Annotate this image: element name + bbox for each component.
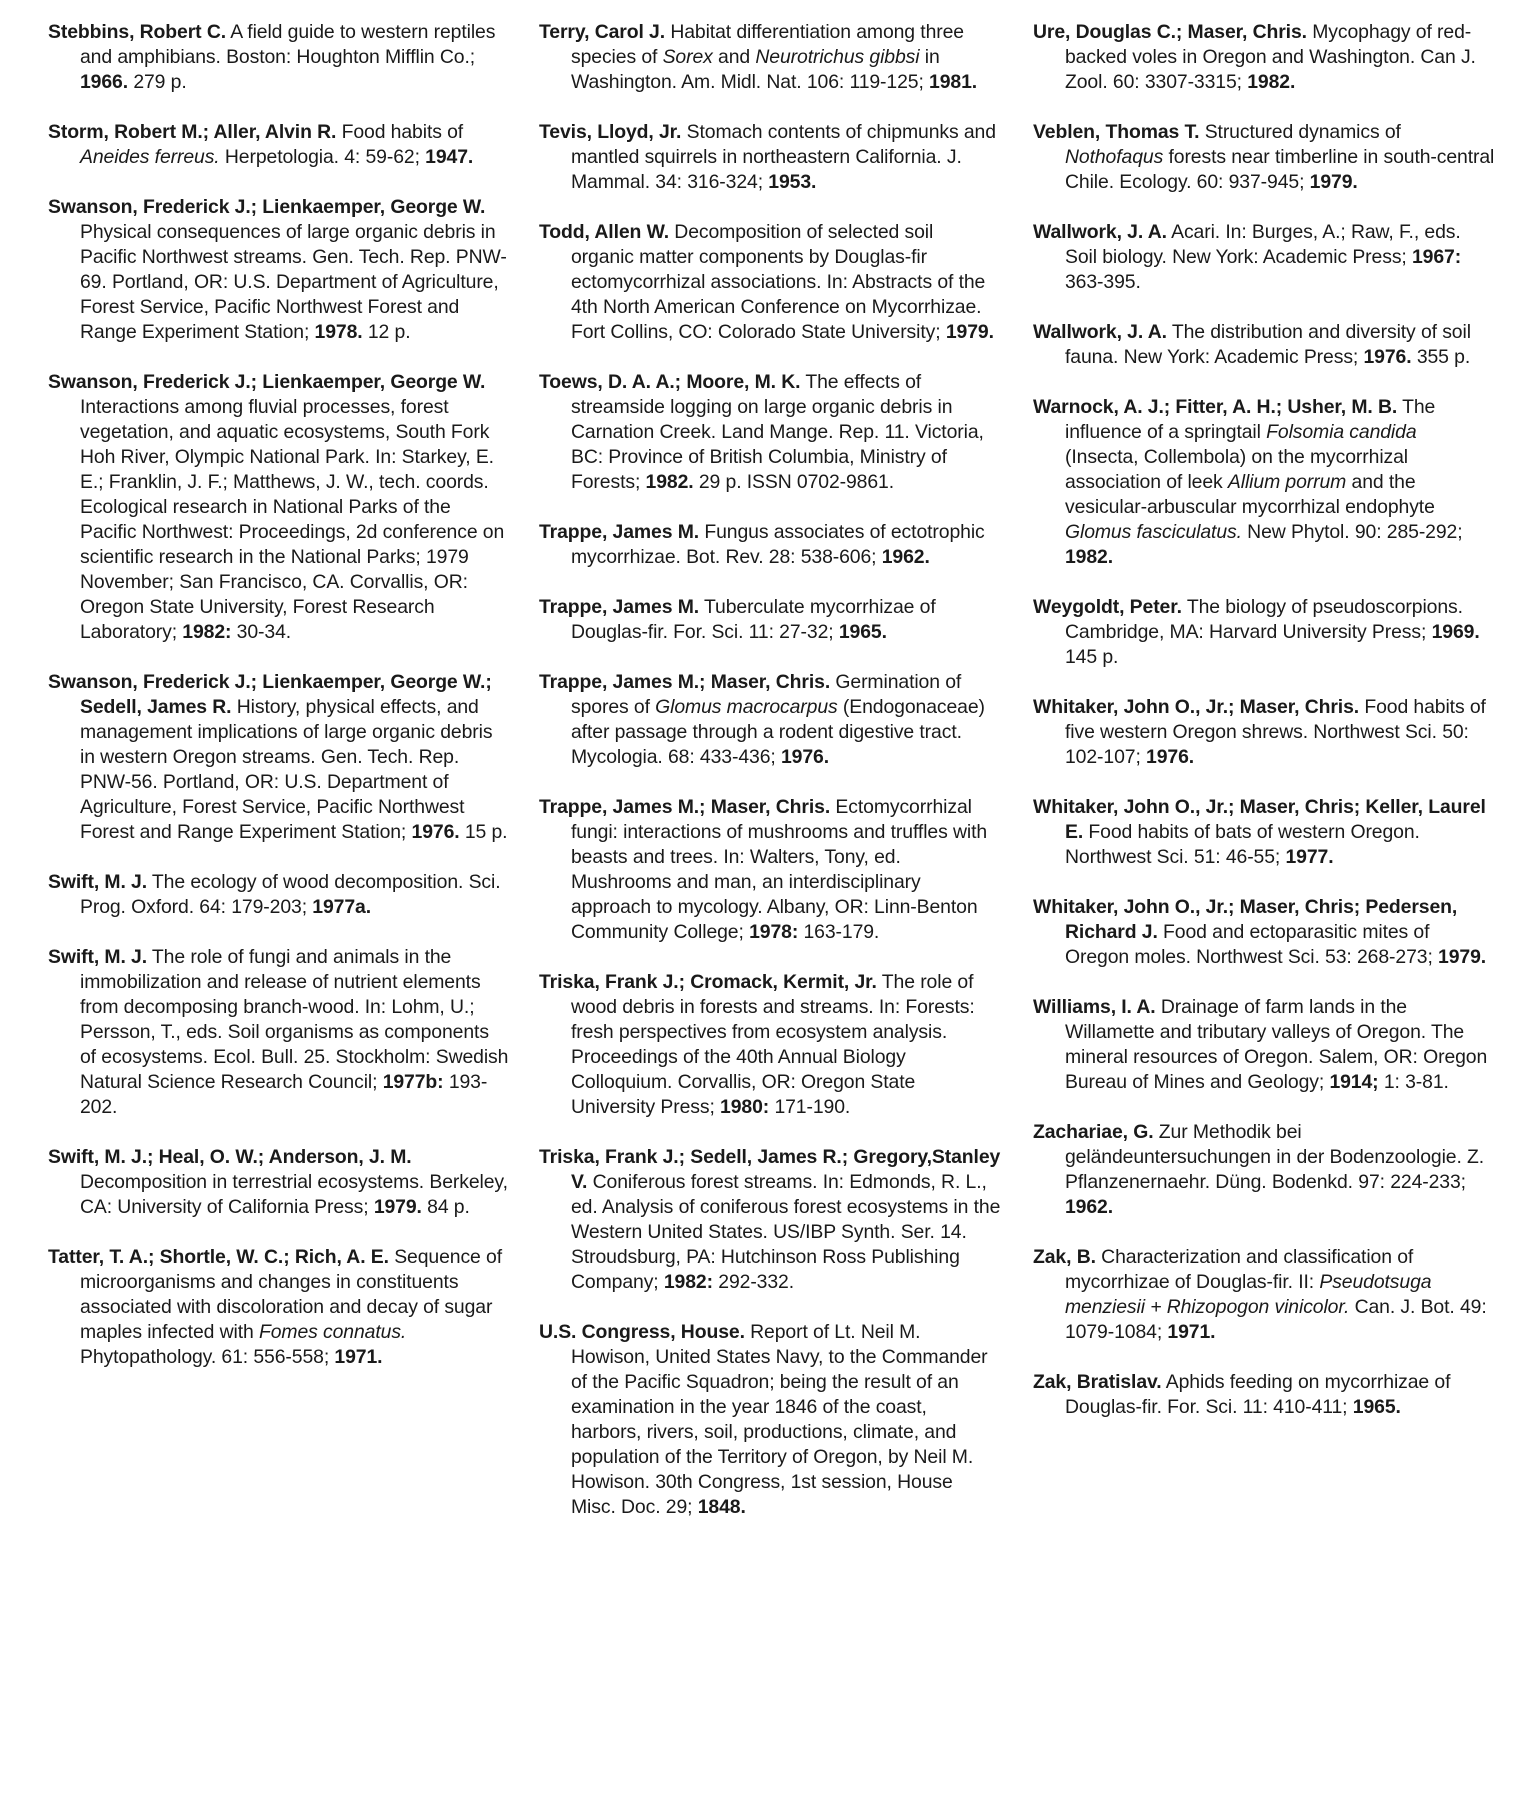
- reference-text: Mycophagy of red-backed voles in Oregon and Washington. Can J. Zool. 60: 3307-3315;: [1065, 21, 1476, 93]
- reference-authors: Triska, Frank J.; Cromack, Kermit, Jr.: [539, 971, 877, 993]
- reference-authors: Swift, M. J.: [48, 871, 147, 893]
- reference-authors: Williams, I. A.: [1033, 996, 1156, 1018]
- reference-text: Habitat differentiation among three species of: [571, 21, 964, 68]
- reference-italic-text: Neurotrichus gibbsi: [755, 46, 920, 68]
- reference-italic-text: Fomes connatus.: [258, 1321, 407, 1343]
- reference-entry: [1033, 20, 1495, 95]
- reference-entry: [48, 370, 510, 645]
- reference-authors: Weygoldt, Peter.: [1033, 596, 1182, 618]
- reference-text: 279 p.: [128, 71, 187, 93]
- reference-text: Coniferous forest streams. In: Edmonds, R. L., ed. Analysis of coniferous forest ecosystems in the Western United States. US/IBP Synth. Ser. 14. Stroudsburg, PA: Hutchinson Ross Publishing Company;: [571, 1171, 1001, 1293]
- reference-text: 12 p.: [362, 321, 411, 343]
- reference-entry: [48, 1245, 510, 1370]
- reference-year: 1965.: [1352, 1396, 1401, 1418]
- reference-authors: Wallwork, J. A.: [1033, 321, 1167, 343]
- reference-entry: [539, 1145, 1001, 1295]
- reference-column-middle: [539, 20, 1001, 1545]
- reference-entry: [1033, 220, 1495, 295]
- reference-year: 1982.: [1065, 546, 1114, 568]
- reference-entry: [1033, 595, 1495, 670]
- reference-authors: Whitaker, John O., Jr.; Maser, Chris.: [1033, 696, 1360, 718]
- reference-authors: Whitaker, John O., Jr.; Maser, Chris; Pedersen, Richard J.: [1033, 896, 1458, 943]
- reference-text: The role of fungi and animals in the immobilization and release of nutrient elements from decomposing branch-wood. In: Lohm, U.; Persson, T., eds. Soil organisms as components of ecosystems. Ecol. Bull. 25. Stockholm: Swedish Natural Science Research Council;: [80, 946, 509, 1093]
- reference-entry: [1033, 695, 1495, 770]
- reference-text: Structured dynamics of: [1199, 121, 1401, 143]
- reference-year: 1977b:: [382, 1071, 444, 1093]
- reference-entry: [1033, 395, 1495, 570]
- reference-year: 1971.: [1167, 1321, 1216, 1343]
- reference-entry: [1033, 995, 1495, 1095]
- reference-entry: [48, 120, 510, 170]
- reference-text: Zur Methodik bei geländeuntersuchungen in der Bodenzoologie. Z. Pflanzenernaehr. Düng. Bodenkd. 97: 224-233;: [1065, 1121, 1485, 1193]
- reference-text: and the vesicular-arbuscular mycorrhizal endophyte: [1065, 471, 1435, 518]
- reference-italic-text: Glomus macrocarpus: [655, 696, 838, 718]
- reference-authors: Trappe, James M.: [539, 596, 700, 618]
- reference-entry: [539, 370, 1001, 495]
- reference-authors: Stebbins, Robert C.: [48, 21, 227, 43]
- reference-text: History, physical effects, and management implications of large organic debris in western Oregon streams. Gen. Tech. Rep. PNW-56. Portland, OR: U.S. Department of Agriculture, Forest Service, Pacific Northwest Forest and Range Experiment Station;: [80, 696, 493, 843]
- reference-text: 171-190.: [769, 1096, 851, 1118]
- reference-text: 292-332.: [712, 1271, 795, 1293]
- reference-text: and: [712, 46, 756, 68]
- reference-text: Interactions among fluvial processes, forest vegetation, and aquatic ecosystems, South Fork Hoh River, Olympic National Park. In: Starkey, E. E.; Franklin, J. F.; Matthews, J. W., tech. coords. Ecological research in National Parks of the Pacific Northwest: Proceedings, 2d conference on scientific research in the National Parks; 1979 November; San Francisco, CA. Corvallis, OR: Oregon State University, Forest Research Laboratory;: [80, 396, 505, 643]
- reference-text: Tuberculate mycorrhizae of Douglas-fir. For. Sci. 11: 27-32;: [571, 596, 936, 643]
- reference-year: 1962.: [881, 546, 930, 568]
- reference-text: 163-179.: [798, 921, 880, 943]
- reference-entry: [48, 195, 510, 345]
- reference-italic-text: Aneides ferreus.: [80, 146, 220, 168]
- reference-entry: [1033, 320, 1495, 370]
- reference-italic-text: Folsomia candida: [1266, 421, 1417, 443]
- reference-text: Report of Lt. Neil M. Howison, United States Navy, to the Commander of the Pacific Squadron; being the result of an examination in the year 1846 of the coast, harbors, rivers, soil, productions, climate, and population of the Territory of Oregon, by Neil M. Howison. 30th Congress, 1st session, House Misc. Doc. 29;: [571, 1321, 988, 1518]
- reference-entry: [48, 20, 510, 95]
- reference-text: 193-202.: [80, 1071, 488, 1118]
- reference-authors: Triska, Frank J.; Sedell, James R.; Gregory,Stanley V.: [539, 1146, 1001, 1193]
- reference-text: Phytopathology. 61: 556-558;: [80, 1346, 335, 1368]
- reference-column-left: [48, 20, 510, 1395]
- reference-text: Ectomycorrhizal fungi: interactions of mushrooms and truffles with beasts and trees. In: Walters, Tony, ed. Mushrooms and man, an interdisciplinary approach to mycology. Albany, OR: Linn-Benton Community College;: [571, 796, 988, 943]
- reference-authors: Trappe, James M.; Maser, Chris.: [539, 671, 831, 693]
- reference-text: 145 p.: [1065, 646, 1119, 668]
- reference-text: Stomach contents of chipmunks and mantled squirrels in northeastern California. J. Mammal. 34: 316-324;: [571, 121, 996, 193]
- reference-authors: Trappe, James M.: [539, 521, 700, 543]
- reference-year: 1977a.: [312, 896, 371, 918]
- reference-authors: Storm, Robert M.; Aller, Alvin R.: [48, 121, 337, 143]
- reference-authors: Ure, Douglas C.; Maser, Chris.: [1033, 21, 1307, 43]
- reference-text: A field guide to western reptiles and amphibians. Boston: Houghton Mifflin Co.;: [80, 21, 496, 68]
- reference-text: The biology of pseudoscorpions. Cambridge, MA: Harvard University Press;: [1065, 596, 1463, 643]
- reference-year: 1976.: [1146, 746, 1195, 768]
- reference-year: 1969.: [1431, 621, 1480, 643]
- reference-text: Aphids feeding on mycorrhizae of Douglas-fir. For. Sci. 11: 410-411;: [1065, 1371, 1451, 1418]
- reference-year: 1978.: [314, 321, 363, 343]
- reference-year: 1947.: [425, 146, 474, 168]
- reference-authors: Warnock, A. J.; Fitter, A. H.; Usher, M. B.: [1033, 396, 1398, 418]
- reference-text: 363-395.: [1065, 271, 1141, 293]
- reference-text: 15 p.: [459, 821, 508, 843]
- reference-text: Decomposition of selected soil organic matter components by Douglas-fir ectomycorrhizal associations. In: Abstracts of the 4th North American Conference on Mycorrhizae. Fort Collins, CO: Colorado State University;: [571, 221, 986, 343]
- reference-text: The effects of streamside logging on large organic debris in Carnation Creek. Land Mange. Rep. 11. Victoria, BC: Province of British Columbia, Ministry of Forests;: [571, 371, 984, 493]
- reference-year: 1979.: [1309, 171, 1358, 193]
- reference-year: 1965.: [838, 621, 887, 643]
- reference-entry: [539, 795, 1001, 945]
- reference-text: The distribution and diversity of soil fauna. New York: Academic Press;: [1065, 321, 1471, 368]
- reference-authors: Swift, M. J.: [48, 946, 147, 968]
- reference-year: 1979.: [373, 1196, 422, 1218]
- reference-entry: [539, 20, 1001, 95]
- reference-italic-text: Pseudotsuga menziesii + Rhizopogon vinicolor.: [1065, 1271, 1432, 1318]
- reference-entry: [539, 120, 1001, 195]
- reference-authors: Swanson, Frederick J.; Lienkaemper, George W.: [48, 196, 486, 218]
- reference-authors: Toews, D. A. A.; Moore, M. K.: [539, 371, 801, 393]
- reference-entry: [539, 670, 1001, 770]
- reference-text: Food and ectoparasitic mites of Oregon moles. Northwest Sci. 53: 268-273;: [1065, 921, 1439, 968]
- reference-entry: [1033, 795, 1495, 870]
- reference-text: Decomposition in terrestrial ecosystems. Berkeley, CA: University of California Press;: [80, 1171, 508, 1218]
- reference-authors: Swift, M. J.; Heal, O. W.; Anderson, J. M.: [48, 1146, 412, 1168]
- reference-year: 1976.: [780, 746, 829, 768]
- reference-year: 1982:: [663, 1271, 713, 1293]
- reference-authors: Swanson, Frederick J.; Lienkaemper, George W.: [48, 371, 486, 393]
- reference-text: Food habits of bats of western Oregon. Northwest Sci. 51: 46-55;: [1065, 821, 1420, 868]
- reference-year: 1978:: [749, 921, 799, 943]
- reference-text: New Phytol. 90: 285-292;: [1241, 521, 1463, 543]
- reference-entry: [539, 520, 1001, 570]
- reference-text: Herpetologia. 4: 59-62;: [219, 146, 426, 168]
- reference-italic-text: Allium porrum: [1227, 471, 1347, 493]
- reference-year: 1977.: [1285, 846, 1334, 868]
- reference-year: 1953.: [768, 171, 817, 193]
- reference-year: 1962.: [1065, 1196, 1114, 1218]
- reference-entry: [539, 595, 1001, 645]
- reference-authors: Zachariae, G.: [1033, 1121, 1154, 1143]
- reference-year: 1976.: [411, 821, 460, 843]
- reference-text: (Endogonaceae) after passage through a rodent digestive tract. Mycologia. 68: 433-436;: [571, 696, 985, 768]
- reference-year: 1976.: [1363, 346, 1412, 368]
- reference-text: Acari. In: Burges, A.; Raw, F., eds. Soil biology. New York: Academic Press;: [1065, 221, 1461, 268]
- reference-authors: Zak, Bratislav.: [1033, 1371, 1162, 1393]
- reference-year: 1981.: [929, 71, 978, 93]
- reference-text: The influence of a springtail: [1065, 396, 1436, 443]
- reference-text: Fungus associates of ectotrophic mycorrhizae. Bot. Rev. 28: 538-606;: [571, 521, 985, 568]
- reference-year: 1979.: [945, 321, 994, 343]
- reference-year: 1982:: [182, 621, 232, 643]
- reference-entry: [539, 1320, 1001, 1520]
- reference-year: 1848.: [697, 1496, 746, 1518]
- reference-authors: Trappe, James M.; Maser, Chris.: [539, 796, 831, 818]
- reference-entry: [48, 870, 510, 920]
- reference-entry: [48, 1145, 510, 1220]
- reference-authors: Whitaker, John O., Jr.; Maser, Chris; Keller, Laurel E.: [1033, 796, 1486, 843]
- reference-text: The role of wood debris in forests and streams. In: Forests: fresh perspectives from ecosystem analysis. Proceedings of the 40th Annual Biology Colloquium. Corvallis, OR: Oregon State University Press;: [571, 971, 975, 1118]
- reference-text: forests near timberline in south-central Chile. Ecology. 60: 937-945;: [1065, 146, 1495, 193]
- reference-authors: Tatter, T. A.; Shortle, W. C.; Rich, A. E.: [48, 1246, 389, 1268]
- reference-text: Physical consequences of large organic debris in Pacific Northwest streams. Gen. Tech. Rep. PNW-69. Portland, OR: U.S. Department of Agriculture, Forest Service, Pacific Northwest Forest and Range Experiment Station;: [80, 221, 507, 343]
- reference-text: in Washington. Am. Midl. Nat. 106: 119-125;: [571, 46, 940, 93]
- reference-text: 30-34.: [231, 621, 292, 643]
- reference-text: 355 p.: [1411, 346, 1471, 368]
- reference-text: Sequence of microorganisms and changes in constituents associated with discoloration and decay of sugar maples infected with: [80, 1246, 503, 1343]
- reference-column-right: [1033, 20, 1495, 1445]
- reference-year: 1979.: [1438, 946, 1487, 968]
- reference-entry: [48, 670, 510, 845]
- reference-text: Characterization and classification of mycorrhizae of Douglas-fir. II:: [1065, 1246, 1414, 1293]
- reference-entry: [1033, 1245, 1495, 1345]
- reference-text: The ecology of wood decomposition. Sci. Prog. Oxford. 64: 179-203;: [80, 871, 501, 918]
- reference-authors: Tevis, Lloyd, Jr.: [539, 121, 682, 143]
- reference-text: Food habits of five western Oregon shrews. Northwest Sci. 50: 102-107;: [1065, 696, 1486, 768]
- reference-year: 1914;: [1329, 1071, 1379, 1093]
- reference-italic-text: Glomus fasciculatus.: [1065, 521, 1242, 543]
- reference-entry: [539, 220, 1001, 345]
- reference-entry: [1033, 1370, 1495, 1420]
- reference-text: 1: 3-81.: [1378, 1071, 1449, 1093]
- reference-year: 1967:: [1412, 246, 1462, 268]
- reference-italic-text: Sorex: [662, 46, 713, 68]
- reference-authors: Terry, Carol J.: [539, 21, 666, 43]
- reference-text: 29 p. ISSN 0702-9861.: [693, 471, 895, 493]
- reference-authors: U.S. Congress, House.: [539, 1321, 745, 1343]
- reference-text: Food habits of: [336, 121, 464, 143]
- reference-entry: [48, 945, 510, 1120]
- reference-text: Drainage of farm lands in the Willamette and tributary valleys of Oregon. The mineral resources of Oregon. Salem, OR: Oregon Bureau of Mines and Geology;: [1065, 996, 1488, 1093]
- reference-text: Can. J. Bot. 49: 1079-1084;: [1065, 1296, 1487, 1343]
- reference-year: 1982.: [645, 471, 694, 493]
- reference-text: (Insecta, Collembola) on the mycorrhizal association of leek: [1065, 446, 1409, 493]
- reference-italic-text: Nothofaqus: [1065, 146, 1164, 168]
- reference-authors: Zak, B.: [1033, 1246, 1096, 1268]
- reference-authors: Todd, Allen W.: [539, 221, 670, 243]
- reference-text: Germination of spores of: [571, 671, 962, 718]
- reference-authors: Swanson, Frederick J.; Lienkaemper, George W.; Sedell, James R.: [48, 671, 492, 718]
- reference-year: 1980:: [720, 1096, 770, 1118]
- reference-entry: [539, 970, 1001, 1120]
- reference-year: 1982.: [1247, 71, 1296, 93]
- reference-authors: Veblen, Thomas T.: [1033, 121, 1200, 143]
- reference-authors: Wallwork, J. A.: [1033, 221, 1167, 243]
- reference-year: 1971.: [334, 1346, 383, 1368]
- reference-year: 1966.: [80, 71, 129, 93]
- reference-text: 84 p.: [421, 1196, 470, 1218]
- reference-entry: [1033, 1120, 1495, 1220]
- reference-entry: [1033, 895, 1495, 970]
- reference-entry: [1033, 120, 1495, 195]
